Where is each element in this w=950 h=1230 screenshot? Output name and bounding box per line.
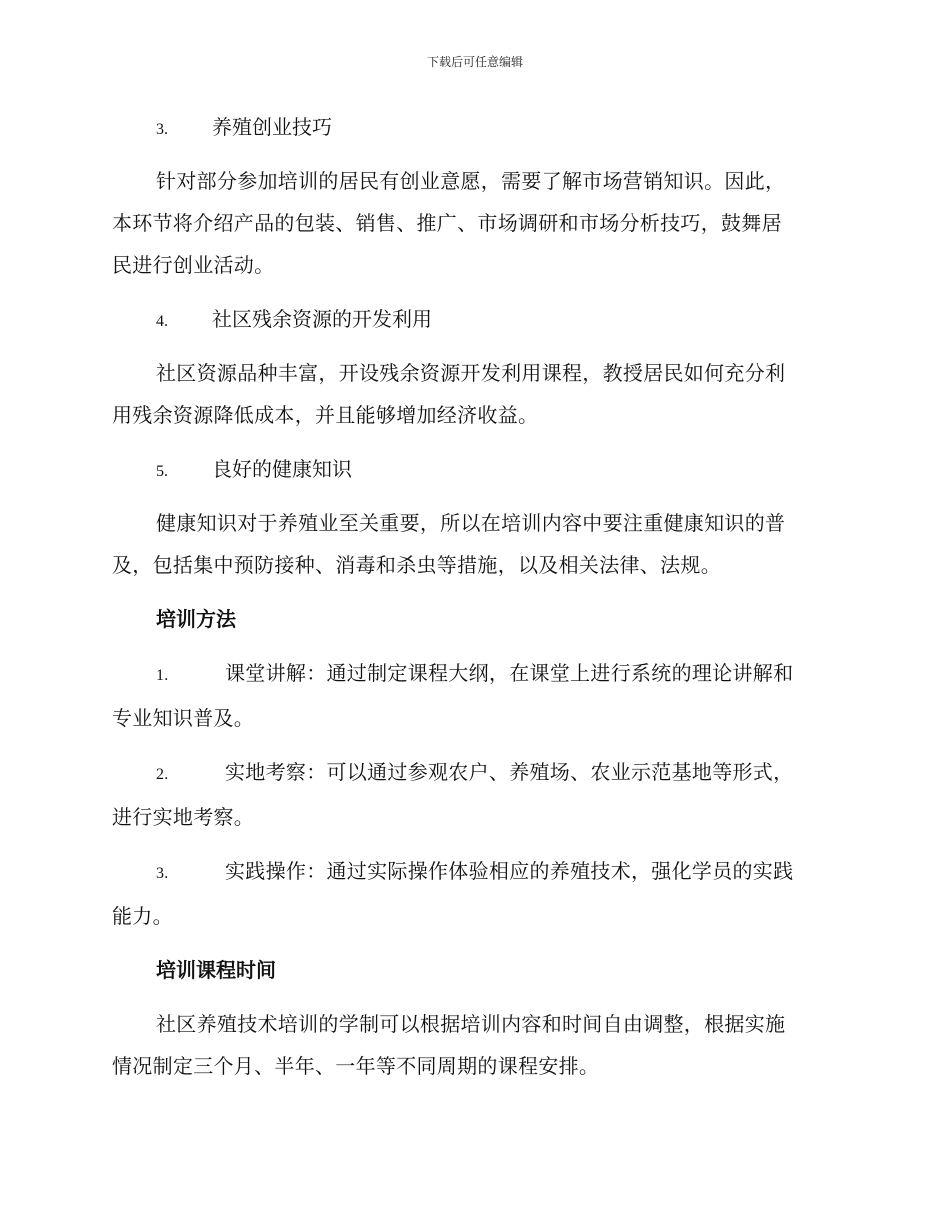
method-line-1: 实地考察：可以通过参观农户、养殖场、农业示范基地等形式， xyxy=(225,760,794,784)
section-paragraph-5: 健康知识对于养殖业至关重要，所以在培训内容中要注重健康知识的普 及，包括集中预防接种、消毒和杀虫等措施，以及相关法律、法规。 xyxy=(112,511,786,577)
page-header: 下载后可任意编辑 xyxy=(426,55,523,69)
method-number: 2. xyxy=(156,766,169,783)
section-title-text: 养殖创业技巧 xyxy=(212,115,332,139)
training-methods-heading: 培训方法 xyxy=(156,607,236,631)
section-number: 5. xyxy=(156,463,168,480)
method-number: 1. xyxy=(156,667,169,684)
section-title-4 xyxy=(112,298,834,340)
section-number: 4. xyxy=(156,313,168,330)
section-paragraph-3: 针对部分参加培训的居民有创业意愿，需要了解市场营销知识。因此， 本环节将介绍产品的包装、销售、推广、市场调研和市场分析技巧，鼓舞居 民进行创业活动。 xyxy=(112,169,786,277)
section-number: 3. xyxy=(156,121,168,138)
method-item-2 xyxy=(112,751,834,838)
method-line-1: 课堂讲解：通过制定课程大纲，在课堂上进行系统的理论讲解和 xyxy=(225,661,794,685)
document-body xyxy=(112,106,834,1099)
course-time-heading: 培训课程时间 xyxy=(156,958,276,982)
course-time-paragraph: 社区养殖技术培训的学制可以根据培训内容和时间自由调整，根据实施 情况制定三个月、半年、一年等不同周期的课程安排。 xyxy=(112,1012,786,1078)
method-line-1: 实践操作：通过实际操作体验相应的养殖技术，强化学员的实践 xyxy=(225,859,794,883)
method-number: 3. xyxy=(156,865,169,882)
section-paragraph-4: 社区资源品种丰富，开设残余资源开发利用课程，教授居民如何充分利 用残余资源降低成本，并且能够增加经济收益。 xyxy=(112,361,786,427)
method-line-2: 能力。 xyxy=(112,904,173,928)
method-item-1 xyxy=(112,652,834,739)
method-line-2: 进行实地考察。 xyxy=(112,805,255,829)
section-title-text: 社区残余资源的开发利用 xyxy=(212,307,432,331)
method-item-3 xyxy=(112,850,834,937)
section-title-3 xyxy=(112,106,834,148)
method-line-2: 专业知识普及。 xyxy=(112,706,255,730)
section-title-5 xyxy=(112,448,834,490)
section-title-text: 良好的健康知识 xyxy=(212,457,352,481)
